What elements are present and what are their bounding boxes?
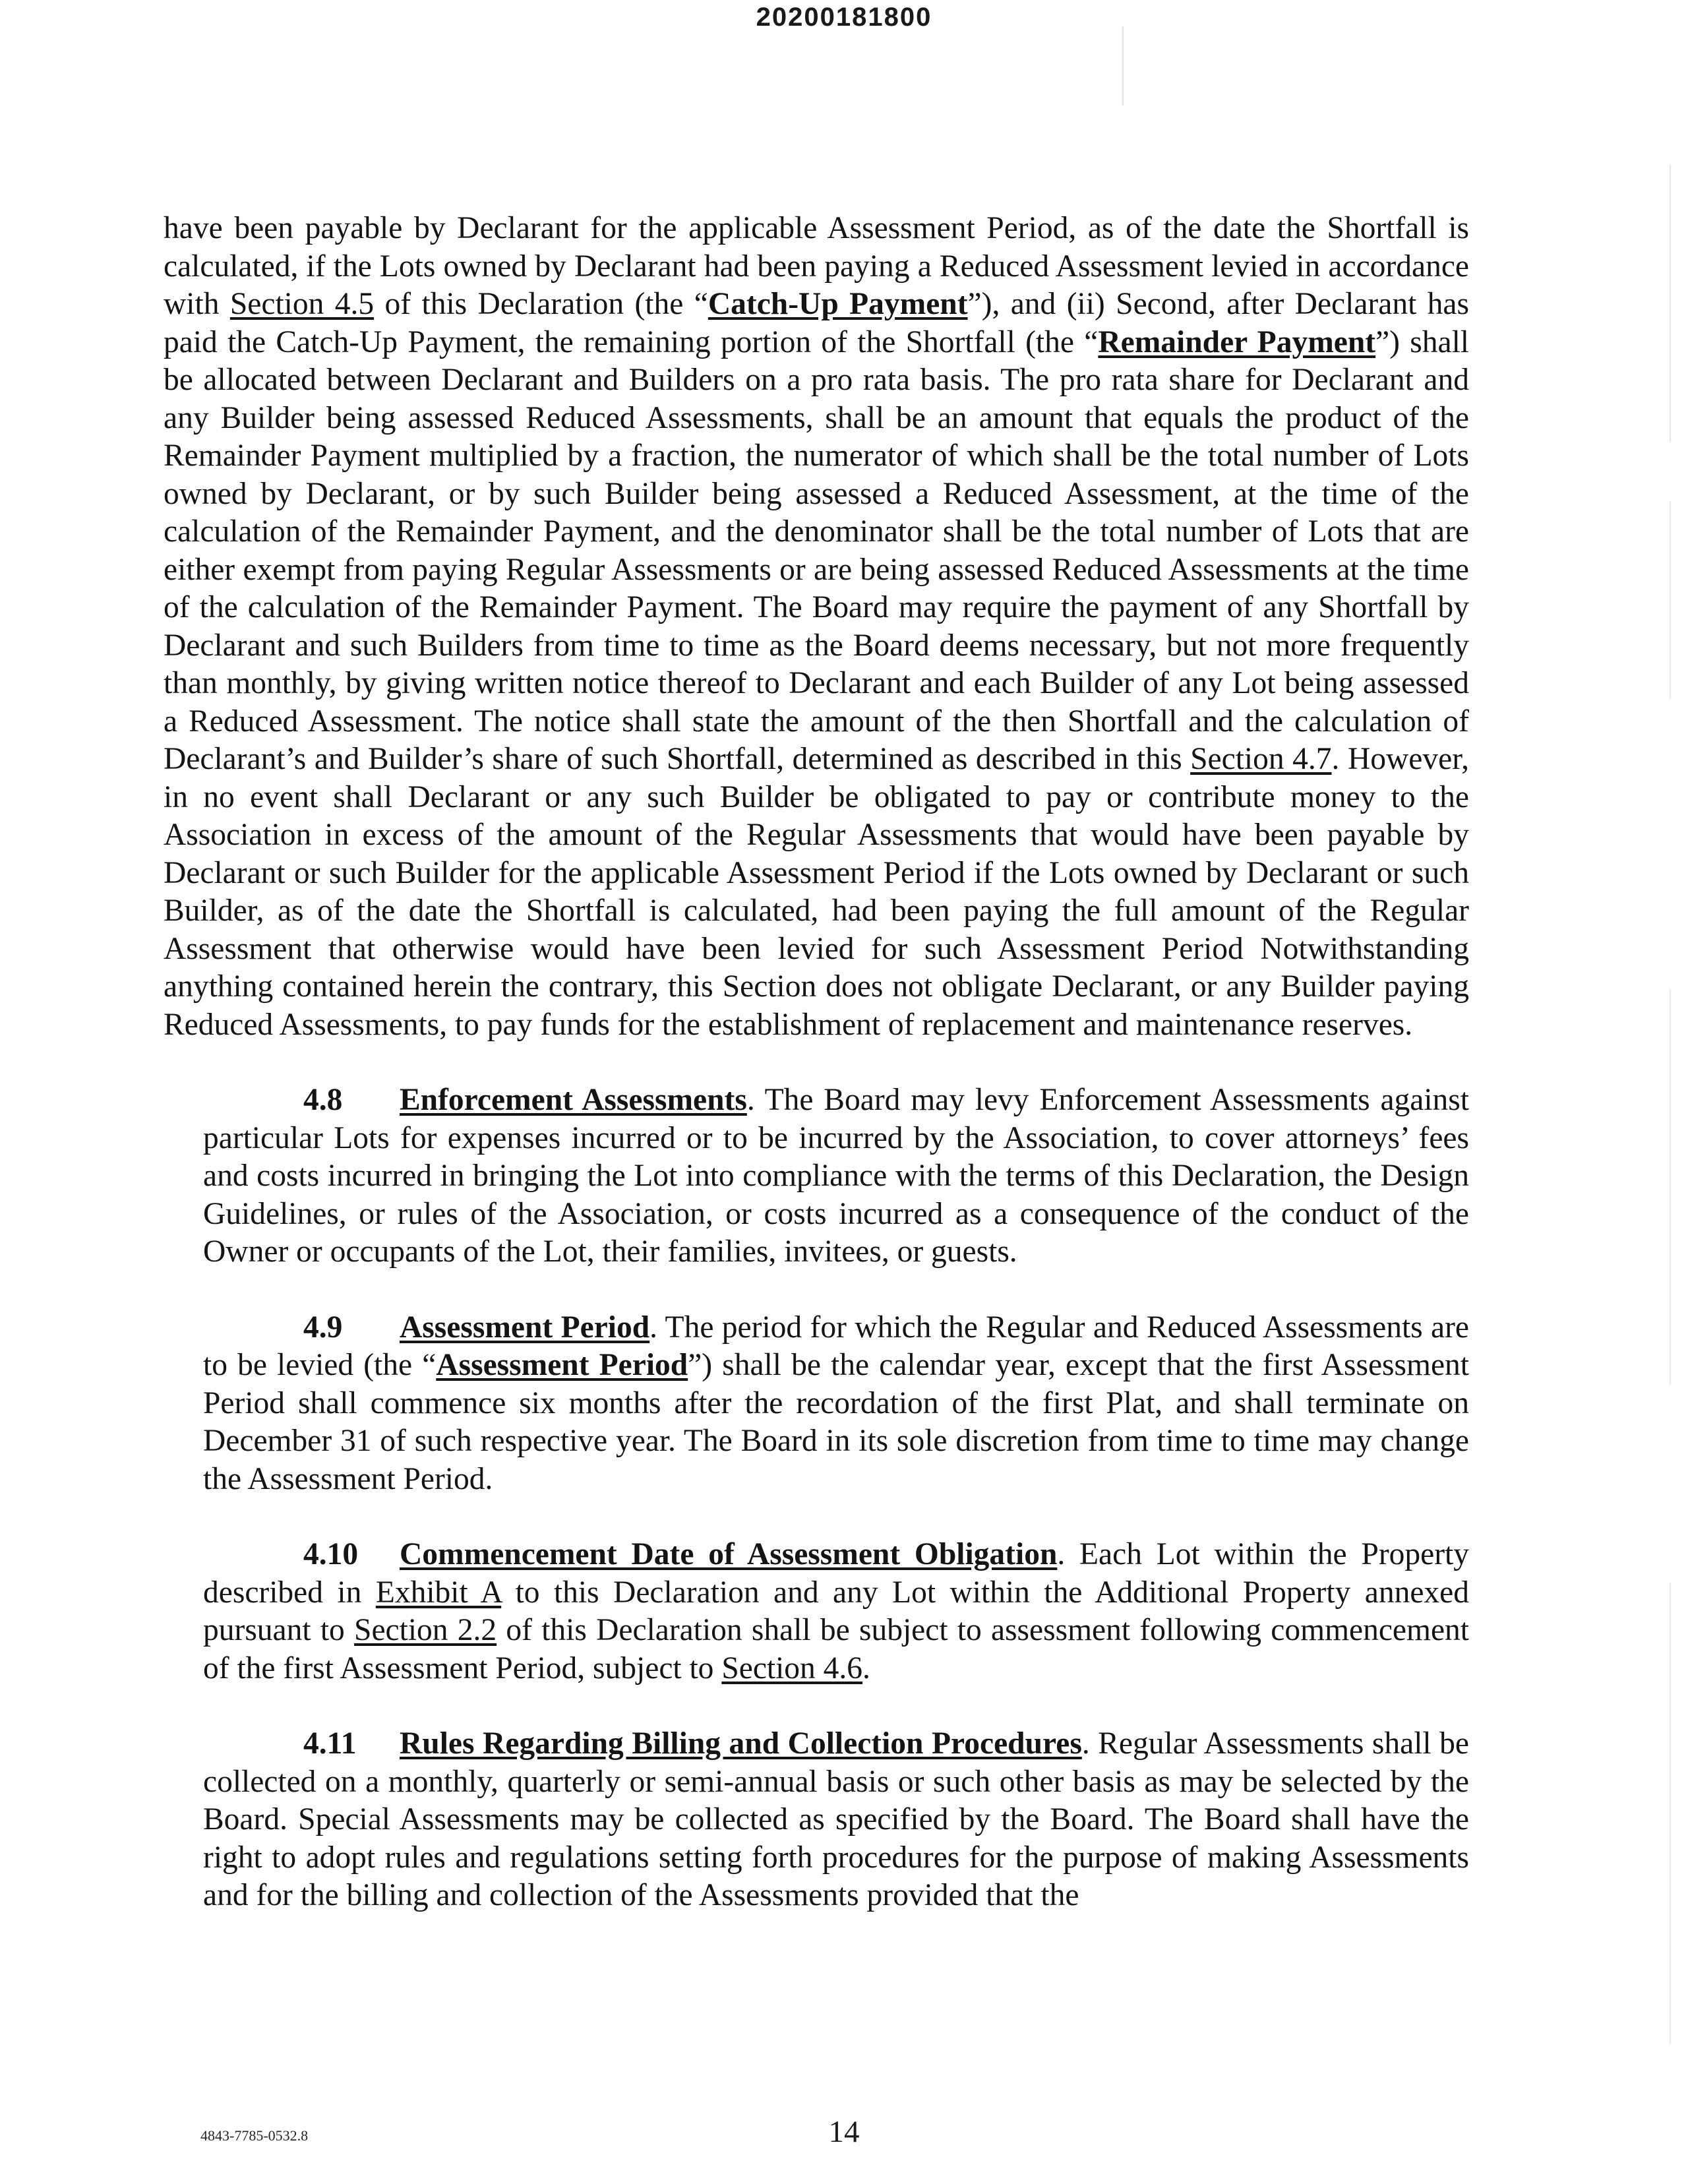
document-body xyxy=(164,210,1469,1915)
scan-artifact xyxy=(1122,26,1124,106)
section-4-10: 4.10 Commencement Date of Assessment Obligation. Each Lot within the Property described in Exhibit A to this Declaration and any Lot within the Additional Property annexed pursuant to Section 2.2 of this Declaration shall be subject to assessment following commencement of the first Assessment Period, subject to Section 4.6. xyxy=(203,1537,1469,1685)
scan-artifact xyxy=(1670,165,1671,442)
section-reference: Section 4.6 xyxy=(721,1651,863,1685)
section-number: 4.10 xyxy=(303,1537,359,1571)
section-number: 4.11 xyxy=(303,1726,357,1761)
section-number: 4.9 xyxy=(303,1310,343,1345)
section-reference: Exhibit A xyxy=(375,1575,502,1610)
document-id: 4843-7785-0532.8 xyxy=(200,2127,309,2144)
section-reference: Section 4.5 xyxy=(229,287,375,321)
section-heading: Enforcement Assessments xyxy=(400,1083,747,1117)
section-reference: Section 4.7 xyxy=(1190,742,1332,776)
defined-term: Catch-Up Payment xyxy=(708,287,968,321)
section-heading: Commencement Date of Assessment Obligation xyxy=(400,1537,1058,1571)
continuation-paragraph: have been payable by Declarant for the applicable Assessment Period, as of the date the Shortfall is calculated, if the Lots owned by Declarant had been paying a Reduced Assessment levied in accordance with Section 4.5 of this Declaration (the “Catch-Up Payment”), and (ii) Second, after Declarant has paid the Catch-Up Payment, the remaining portion of the Shortfall (the “Remainder Payment”) shall be allocated between Declarant and Builders on a pro rata basis. The pro rata share for Declarant and any Builder being assessed Reduced Assessments, shall be an amount that equals the product of the Remainder Payment multiplied by a fraction, the numerator of which shall be the total number of Lots owned by Declarant, or by such Builder being assessed a Reduced Assessment, at the time of the calculation of the Remainder Payment, and the denominator shall be the total number of Lots that are either exempt from paying Regular Assessments or are being assessed Reduced Assessments at the time of the calculation of the Remainder Payment. The Board may require the payment of any Shortfall by Declarant and such Builders from time to time as the Board deems necessary, but not more frequently than monthly, by giving written notice thereof to Declarant and each Builder of any Lot being assessed a Reduced Assessment. The notice shall state the amount of the then Shortfall and the calculation of Declarant’s and Builder’s share of such Shortfall, determined as described in this Section 4.7. However, in no event shall Declarant or any such Builder be obligated to pay or contribute money to the Association in excess of the amount of the Regular Assessments that would have been payable by Declarant or such Builder for the applicable Assessment Period if the Lots owned by Declarant or such Builder, as of the date the Shortfall is calculated, had been paying the full amount of the Regular Assessment that otherwise would have been levied for such Assessment Period Notwithstanding anything contained herein the contrary, this Section does not obligate Declarant, or any Builder paying Reduced Assessments, to pay funds for the establishment of replacement and maintenance reserves. xyxy=(164,211,1469,1042)
scan-artifact xyxy=(1670,989,1671,1385)
page-number: 14 xyxy=(828,2115,860,2149)
section-heading: Rules Regarding Billing and Collection Procedures xyxy=(400,1726,1082,1761)
scan-artifact xyxy=(1670,501,1671,699)
section-reference: Section 2.2 xyxy=(354,1613,497,1647)
defined-term: Remainder Payment xyxy=(1098,324,1376,359)
recording-number: 20200181800 xyxy=(756,3,932,32)
section-number: 4.8 xyxy=(303,1083,343,1117)
defined-term: Assessment Period xyxy=(436,1348,688,1382)
section-heading: Assessment Period xyxy=(400,1310,650,1345)
scan-artifact xyxy=(1670,1583,1671,2044)
section-4-11: 4.11 Rules Regarding Billing and Collection Procedures. Regular Assessments shall be collected on a monthly, quarterly or semi-annual basis or such other basis as may be selected by the Board. Special Assessments may be collected as specified by the Board. The Board shall have the right to adopt rules and regulations setting forth procedures for the purpose of making Assessments and for the billing and collection of the Assessments provided that the xyxy=(203,1726,1469,1912)
section-4-9: 4.9 Assessment Period. The period for which the Regular and Reduced Assessments are to be levied (the “Assessment Period”) shall be the calendar year, except that the first Assessment Period shall commence six months after the recordation of the first Plat, and shall terminate on December 31 of such respective year. The Board in its sole discretion from time to time may change the Assessment Period. xyxy=(203,1310,1469,1496)
section-4-8: 4.8 Enforcement Assessments. The Board may levy Enforcement Assessments against particular Lots for expenses incurred or to be incurred by the Association, to cover attorneys’ fees and costs incurred in bringing the Lot into compliance with the terms of this Declaration, the Design Guidelines, or rules of the Association, or costs incurred as a consequence of the conduct of the Owner or occupants of the Lot, their families, invitees, or guests. xyxy=(203,1083,1469,1269)
